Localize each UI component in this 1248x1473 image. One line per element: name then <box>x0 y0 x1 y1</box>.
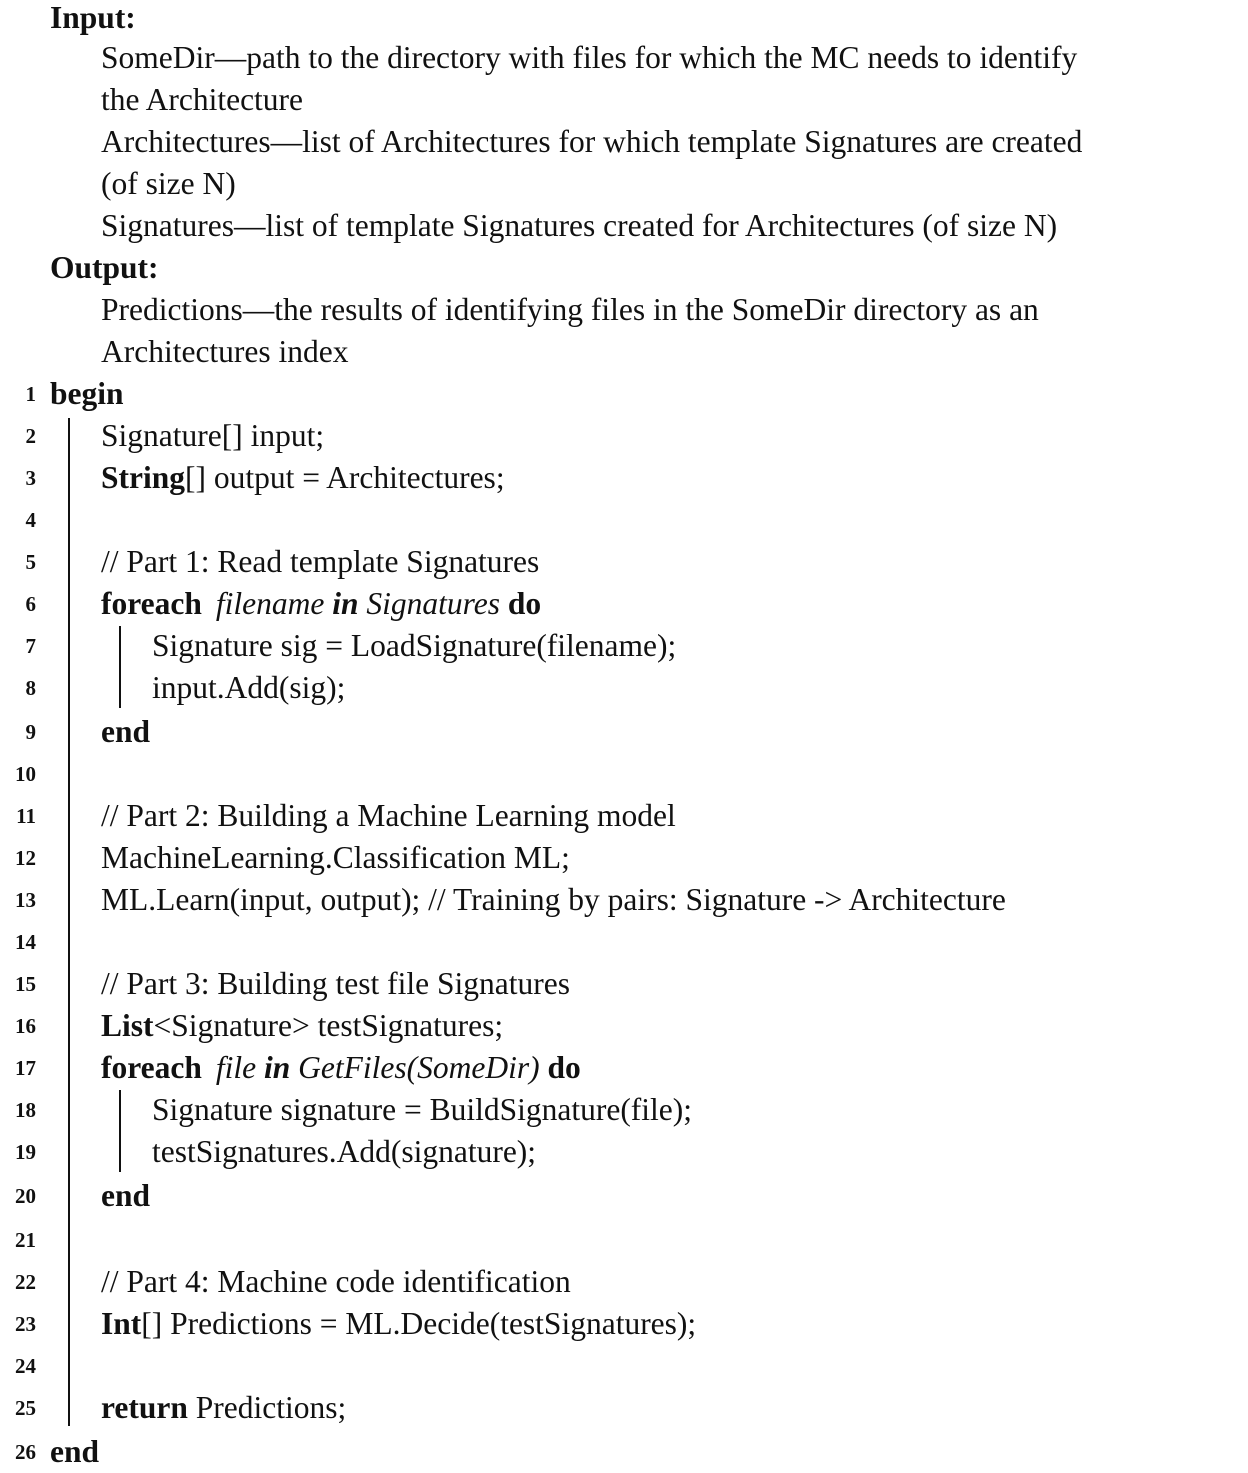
line-number: 22 <box>15 1270 36 1294</box>
code-line-1 <box>50 373 124 415</box>
comment-part-1: // Part 1: Read template Signatures <box>101 544 540 579</box>
code-line-19: testSignatures.Add(signature); <box>152 1134 537 1169</box>
comment-part-4: // Part 4: Machine code identification <box>101 1264 571 1299</box>
foreach-block-rule-1 <box>119 626 121 708</box>
line-number: 5 <box>25 550 36 574</box>
keyword-foreach: foreach <box>101 586 202 621</box>
line-number: 12 <box>15 846 36 870</box>
line-number: 10 <box>15 762 36 786</box>
code-line-9 <box>101 711 150 753</box>
input-line-1: SomeDir—path to the directory with files for which the MC needs to identify <box>101 40 1078 75</box>
line-number: 3 <box>25 466 36 490</box>
keyword-foreach: foreach <box>101 1050 202 1085</box>
keyword-begin: begin <box>50 376 124 411</box>
loop-variable: file <box>215 1050 257 1085</box>
input-label: Input: <box>50 0 136 35</box>
code-line-8: input.Add(sig); <box>152 670 346 705</box>
input-line-2: the Architecture <box>101 82 304 117</box>
keyword-end: end <box>101 714 151 749</box>
line-number: 21 <box>15 1228 36 1252</box>
line-number: 4 <box>25 508 36 532</box>
line-number: 16 <box>15 1014 36 1038</box>
loop-collection: GetFiles(SomeDir) <box>298 1050 540 1085</box>
line-number: 26 <box>15 1440 36 1464</box>
keyword-return: return <box>101 1390 188 1425</box>
code-line-13: ML.Learn(input, output); // Training by pairs: Signature -> Architecture <box>101 882 1006 917</box>
code-line-16 <box>101 1005 503 1047</box>
code-line-25 <box>101 1387 346 1429</box>
code-text: [] output = Architectures; <box>185 460 505 495</box>
input-line-3: Architectures—list of Architectures for which template Signatures are created <box>101 124 1083 159</box>
comment-part-3: // Part 3: Building test file Signatures <box>101 966 570 1001</box>
line-number: 17 <box>15 1056 36 1080</box>
code-text: Predictions; <box>187 1390 347 1425</box>
code-text: <Signature> testSignatures; <box>153 1008 504 1043</box>
keyword-end: end <box>50 1434 100 1469</box>
line-number: 6 <box>25 592 36 616</box>
keyword-end: end <box>101 1178 151 1213</box>
line-number: 1 <box>25 382 36 406</box>
code-line-3 <box>101 457 505 499</box>
output-label: Output: <box>50 250 159 285</box>
line-number: 8 <box>25 676 36 700</box>
keyword-string: String <box>101 460 186 495</box>
foreach-block-rule-2 <box>119 1090 121 1172</box>
output-line-2: Architectures index <box>101 334 349 369</box>
code-text: [] Predictions = ML.Decide(testSignatures); <box>141 1306 697 1341</box>
keyword-list: List <box>101 1008 154 1043</box>
keyword-do: do <box>547 1050 581 1085</box>
keyword-int: Int <box>101 1306 142 1341</box>
line-number: 25 <box>15 1396 36 1420</box>
code-line-6 <box>101 583 541 625</box>
line-number: 19 <box>15 1140 36 1164</box>
code-line-20 <box>101 1175 150 1217</box>
code-line-12: MachineLearning.Classification ML; <box>101 840 570 875</box>
begin-block-rule <box>68 418 70 1426</box>
line-number: 18 <box>15 1098 36 1122</box>
line-number: 2 <box>25 424 36 448</box>
code-line-2: Signature[] input; <box>101 418 325 453</box>
line-number: 11 <box>16 804 36 828</box>
keyword-do: do <box>507 586 542 621</box>
input-line-4: (of size N) <box>101 166 236 201</box>
line-number: 20 <box>15 1184 36 1208</box>
code-line-23 <box>101 1303 696 1345</box>
line-number: 13 <box>15 888 36 912</box>
keyword-in: in <box>264 1050 291 1085</box>
loop-variable: filename <box>215 586 325 621</box>
line-number: 23 <box>15 1312 36 1336</box>
line-number: 7 <box>25 634 36 658</box>
code-line-18: Signature signature = BuildSignature(file); <box>152 1092 693 1127</box>
line-number: 15 <box>15 972 36 996</box>
line-number: 14 <box>15 930 36 954</box>
comment-part-2: // Part 2: Building a Machine Learning model <box>101 798 676 833</box>
code-line-7: Signature sig = LoadSignature(filename); <box>152 628 677 663</box>
code-line-17 <box>101 1047 581 1089</box>
line-number: 24 <box>15 1354 36 1378</box>
code-line-26 <box>50 1431 99 1473</box>
input-line-5: Signatures—list of template Signatures created for Architectures (of size N) <box>101 208 1058 243</box>
output-line-1: Predictions—the results of identifying files in the SomeDir directory as an <box>101 292 1039 327</box>
keyword-in: in <box>332 586 359 621</box>
loop-collection: Signatures <box>366 586 500 621</box>
line-number: 9 <box>25 720 36 744</box>
